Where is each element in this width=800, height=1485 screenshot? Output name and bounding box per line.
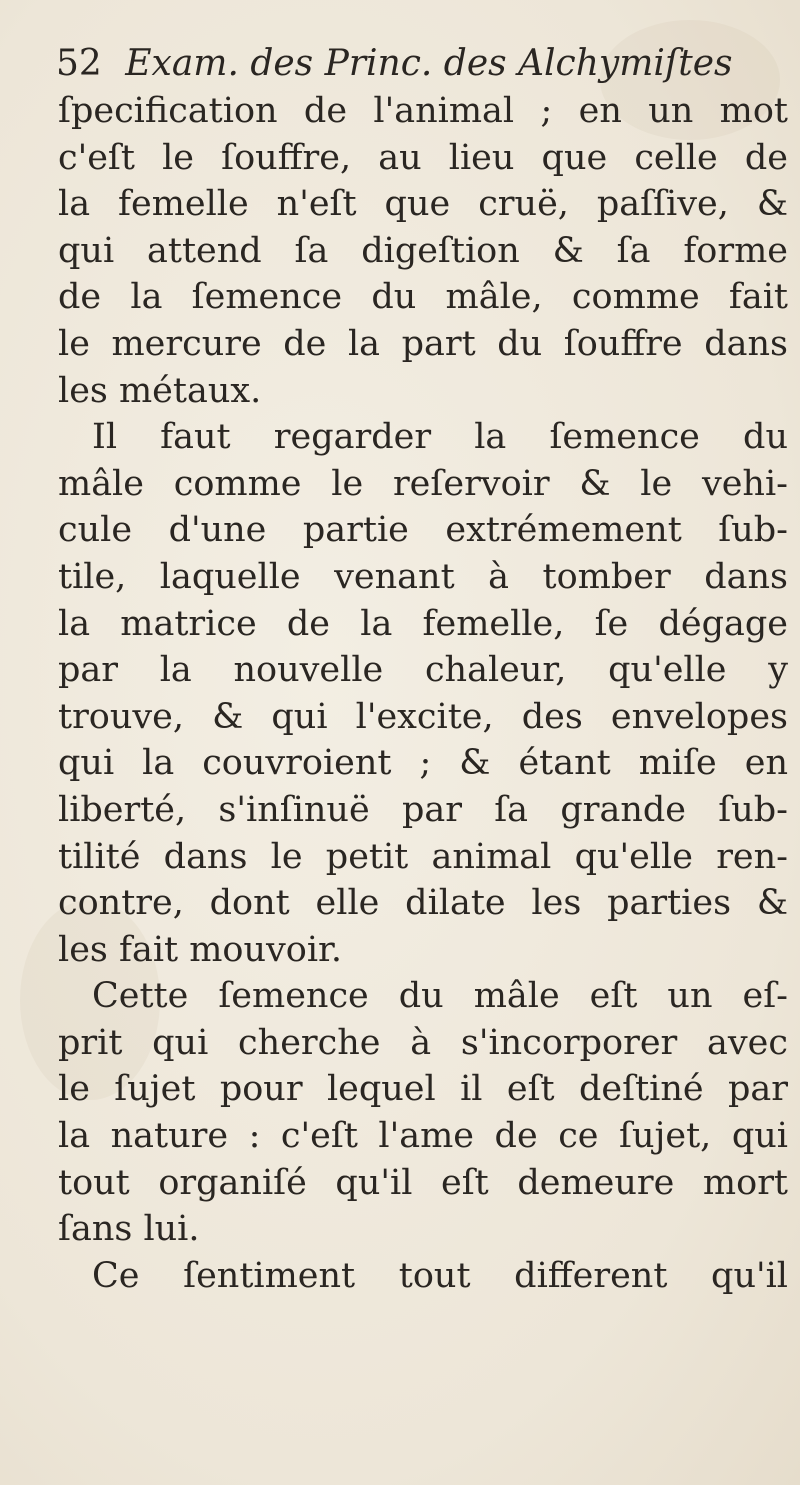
text-line: cule d'une partie extrémement ſub- xyxy=(58,510,788,551)
text-line: liberté, s'inſinuë par ſa grande ſub- xyxy=(58,789,788,830)
text-line: tilité dans le petit animal qu'elle ren- xyxy=(58,836,788,877)
page-number: 52 xyxy=(56,43,102,84)
running-head xyxy=(56,43,733,84)
text-line: tout organiſé qu'il eſt demeure mort xyxy=(58,1162,788,1203)
text-line: contre, dont elle dilate les parties & xyxy=(58,883,788,924)
text-line: Cette ſemence du mâle eſt un eſ- xyxy=(92,976,788,1017)
text-line: le mercure de la part du ſouffre dans xyxy=(58,323,788,364)
running-title: Exam. des Princ. des Alchymiſtes xyxy=(125,43,733,84)
text-line: la femelle n'eſt que cruë, paſſive, & xyxy=(58,184,788,225)
text-line: la matrice de la femelle, ſe dégage xyxy=(58,603,788,644)
text-line: de la ſemence du mâle, comme fait xyxy=(58,277,788,318)
text-line: par la nouvelle chaleur, qu'elle y xyxy=(58,650,788,691)
text-line: qui attend ſa digeſtion & ſa forme xyxy=(58,230,788,271)
text-line: ſans lui. xyxy=(58,1209,200,1250)
text-line: prit qui cherche à s'incorporer avec xyxy=(58,1022,788,1063)
body-text xyxy=(58,88,788,1299)
text-line: le ſujet pour lequel il eſt deſtiné par xyxy=(58,1069,788,1110)
text-line: ſpecification de l'animal ; en un mot xyxy=(58,91,788,131)
text-line: qui la couvroient ; & étant miſe en xyxy=(58,743,788,784)
text-line: les métaux. xyxy=(58,370,262,411)
text-line: mâle comme le reſervoir & le vehi- xyxy=(58,463,788,504)
text-line: c'eſt le ſouffre, au lieu que celle de xyxy=(58,137,788,178)
text-line: Il faut regarder la ſemence du xyxy=(92,417,788,458)
text-line: la nature : c'eſt l'ame de ce ſujet, qui xyxy=(58,1116,788,1157)
text-line: tile, laquelle venant à tomber dans xyxy=(58,556,788,597)
text-line: Ce ſentiment tout different qu'il xyxy=(92,1255,788,1296)
text-line: trouve, & qui l'excite, des envelopes xyxy=(58,696,788,737)
text-line: les fait mouvoir. xyxy=(58,929,343,970)
